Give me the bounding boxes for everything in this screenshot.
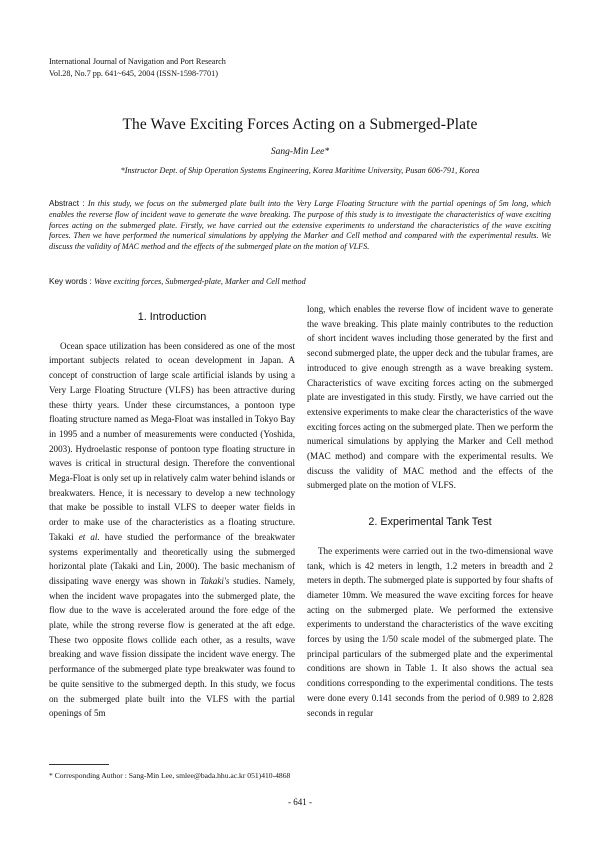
right-column <box>307 302 553 720</box>
keywords <box>49 277 551 286</box>
intro-paragraph-1 <box>49 339 295 721</box>
section-heading-introduction: 1. Introduction <box>137 311 207 323</box>
section-heading-experimental: 2. Experimental Tank Test <box>368 516 492 529</box>
paper-title: The Wave Exciting Forces Acting on a Submerged-Plate <box>122 116 478 133</box>
intro-paragraph-1-continued: long, which enables the reverse flow of incident wave to generate the wave breaking. This plate mainly contributes to the reduction of short incident waves including those generated by the first and second submerged plate, the upper deck and the tubular frames, are introduced to give enough strength as a wave breaking system. Characteristics of wave exciting forces acting on the submerged plate are investigated in this study. Firstly, we have carried out the extensive experiments to make clear the characteristics of the wave exciting forces acting on the submerged plate. Then we perform the numerical simulations by applying the Marker and Cell method (MAC method) and compare with the experimental results. We discuss the validity of MAC method and the effects of the submerged plate on the motion of VLFS. <box>307 304 553 491</box>
intro-text-takaki: Takaki's <box>199 575 230 586</box>
footnote-rule <box>49 764 109 765</box>
page-number: - 641 - <box>288 797 312 807</box>
abstract-text: In this study, we focus on the submerged plate built into the Very Large Floating Structure with the partial openings of 5m long, which enables the reverse flow of incident wave to generate the wave breaking. The purpose of this study is to investigate the characteristics of wave exciting forces acting on the submerged plate. Firstly, we have carried out the extensive experiments to understand the characteristics of the wave exciting forces. Then we have performed the numerical simulations by applying the Marker and Cell method and compared with the experimental results. We discuss the validity of MAC method and the effects of the submerged plate on the motion of VLFS. <box>49 199 551 252</box>
abstract-label: Abstract : <box>49 199 88 208</box>
keywords-text: Wave exciting forces, Submerged-plate, Marker and Cell method <box>94 277 306 286</box>
journal-name: International Journal of Navigation and Port Research <box>49 57 226 66</box>
journal-header <box>49 56 226 80</box>
experimental-paragraph-1: The experiments were carried out in the two-dimensional wave tank, which is 42 meters in length, 1.2 meters in breadth and 2 meters in depth. The submerged plate is supported by four shafts of diameter 10mm. We measured the wave exciting forces for heave acting on the submerged plate. We performed the extensive experiments to understand the characteristics of the wave exciting forces by using the 1/50 scale model of the submerged plate. The principal particulars of the submerged plate and the experimental conditions are shown in Table 1. It also shows the actual sea conditions corresponding to the experimental conditions. The tests were done every 0.141 seconds from the period of 0.989 to 2.828 seconds in regular <box>307 545 553 718</box>
keywords-label: Key words : <box>49 277 95 286</box>
intro-text-a: Ocean space utilization has been considered as one of the most important subjects related to ocean development in Japan. A concept of construction of large scale artificial islands by using a Very Large Floating Structure (VLFS) has been attractive during these thirty years. Under these circumstances, a pontoon type floating structure named as Mega-Float was installed in Tokyo Bay in 1995 and a number of measurements were conducted (Yoshida, 2003). Hydroelastic response of pontoon type floating structure in waves is critical in structural design. Therefore the conventional Mega-Float is only set up in relatively calm water behind islands or breakwaters. Hence, it is necessary to develop a new technology that make be possible to install VLFS to deeper water fields in order to make use of the characteristics as a floating structure. Takaki <box>49 340 295 542</box>
intro-text-et-al: et al. <box>78 531 100 542</box>
left-column <box>49 302 295 721</box>
author-name: Sang-Min Lee* <box>270 147 330 157</box>
intro-text-b: have studied the performance of the breakwater systems experimentally and theoretically using the submerged horizontal plate (Takaki and Lin, 2000). The basic mechanism of dissipating wave energy was shown in <box>49 531 295 586</box>
corresponding-author-footnote: * Corresponding Author : Sang-Min Lee, smlee@bada.hhu.ac.kr 051)410-4868 <box>49 771 291 780</box>
abstract <box>49 199 551 253</box>
journal-volume-info: Vol.28, No.7 pp. 641~645, 2004 (ISSN-1598-7701) <box>49 69 218 78</box>
intro-text-c: studies. Namely, when the incident wave propagates into the submerged plate, the flow due to the wave is accelerated around the fore edge of the plate, while the strong reverse flow is generated at the aft edge. These two opposite flows collide each other, as a results, wave breaking and wave fission dissipate the incident wave energy. The performance of the submerged plate type breakwater was found to be quite sensitive to the submerged depth. In this study, we focus on the submerged plate built into the VLFS with the partial openings of 5m <box>49 575 295 719</box>
author-affiliation: *Instructor Dept. of Ship Operation Systems Engineering, Korea Maritime University, Pusan 606-791, Korea <box>120 166 480 175</box>
